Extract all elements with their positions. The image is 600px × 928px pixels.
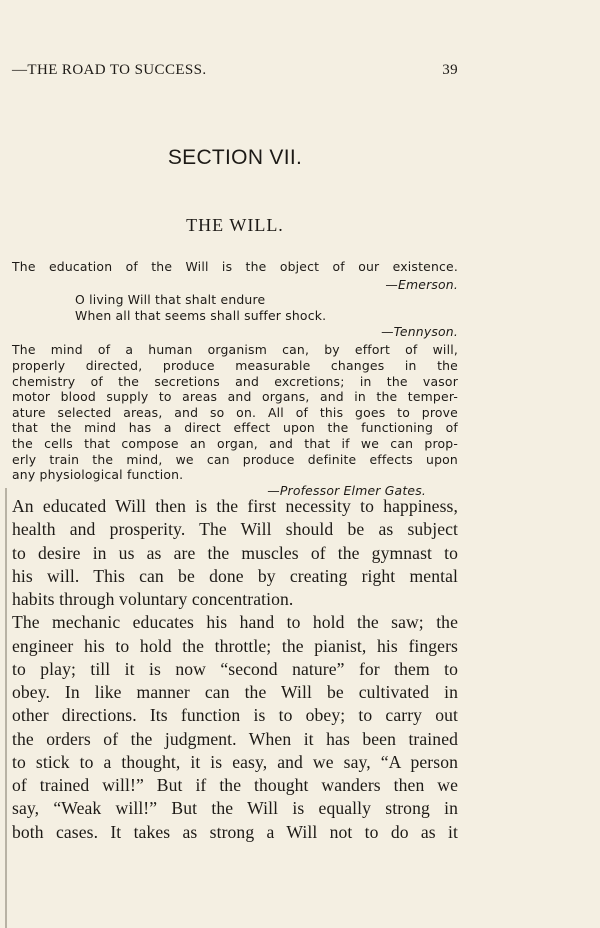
tennyson-quote-line-1: O living Will that shalt endure — [75, 292, 266, 307]
gates-quote-line: The mind of a human organism can, by effort of will, — [12, 342, 458, 357]
body-line: to stick to a thought, it is easy, and we say, “A person — [12, 752, 458, 772]
gates-quote-line: properly directed, produce measurable changes in the — [12, 358, 458, 373]
chapter-title: THE WILL. — [186, 215, 284, 235]
gates-quote-line: any physiological function. — [12, 467, 184, 482]
body-line: The mechanic educates his hand to hold the saw; the — [12, 612, 458, 632]
body-line: the orders of the judgment. When it has been trained — [12, 729, 458, 749]
body-line: to play; till it is now “second nature” for them to — [12, 659, 458, 679]
gates-quote-line: erly train the mind, we can produce definite effects upon — [12, 452, 458, 467]
gates-attribution: —Professor Elmer Gates. — [267, 483, 426, 498]
body-line: An educated Will then is the first necessity to happiness, — [12, 496, 458, 516]
page-number: 39 — [442, 62, 458, 78]
gates-quote-line: ature selected areas, and so on. All of this goes to prove — [12, 405, 458, 420]
gates-quote-line: chemistry of the secretions and excretions; in the vasor — [12, 374, 458, 389]
body-line: habits through voluntary concentration. — [12, 589, 294, 609]
body-line: say, “Weak will!” But the Will is equally strong in — [12, 798, 458, 818]
body-line: health and prosperity. The Will should be as subject — [12, 519, 458, 539]
emerson-attribution: —Emerson. — [385, 277, 458, 292]
running-head-title: —THE ROAD TO SUCCESS. — [12, 62, 207, 78]
body-line: to desire in us as are the muscles of the gymnast to — [12, 543, 458, 563]
section-title: SECTION VII. — [167, 146, 303, 169]
tennyson-attribution: —Tennyson. — [381, 324, 458, 339]
body-line: other directions. Its function is to obey; to carry out — [12, 705, 458, 725]
body-line: both cases. It takes as strong a Will not to do as it — [12, 822, 458, 842]
body-line: obey. In like manner can the Will be cultivated in — [12, 682, 458, 702]
tennyson-quote-line-2: When all that seems shall suffer shock. — [75, 308, 327, 323]
gates-quote-line: the cells that compose an organ, and that if we can prop- — [12, 436, 458, 451]
body-line: of trained will!” But if the thought wanders then we — [12, 775, 458, 795]
gates-quote-line: motor blood supply to areas and organs, and in the temper- — [12, 389, 458, 404]
body-line: engineer his to hold the throttle; the pianist, his fingers — [12, 636, 458, 656]
page-gutter-shadow — [5, 488, 7, 928]
emerson-quote-line: The education of the Will is the object of our existence. — [12, 259, 458, 274]
body-line: his will. This can be done by creating right mental — [12, 566, 458, 586]
gates-quote-line: that the mind has a direct effect upon the functioning of — [12, 420, 458, 435]
